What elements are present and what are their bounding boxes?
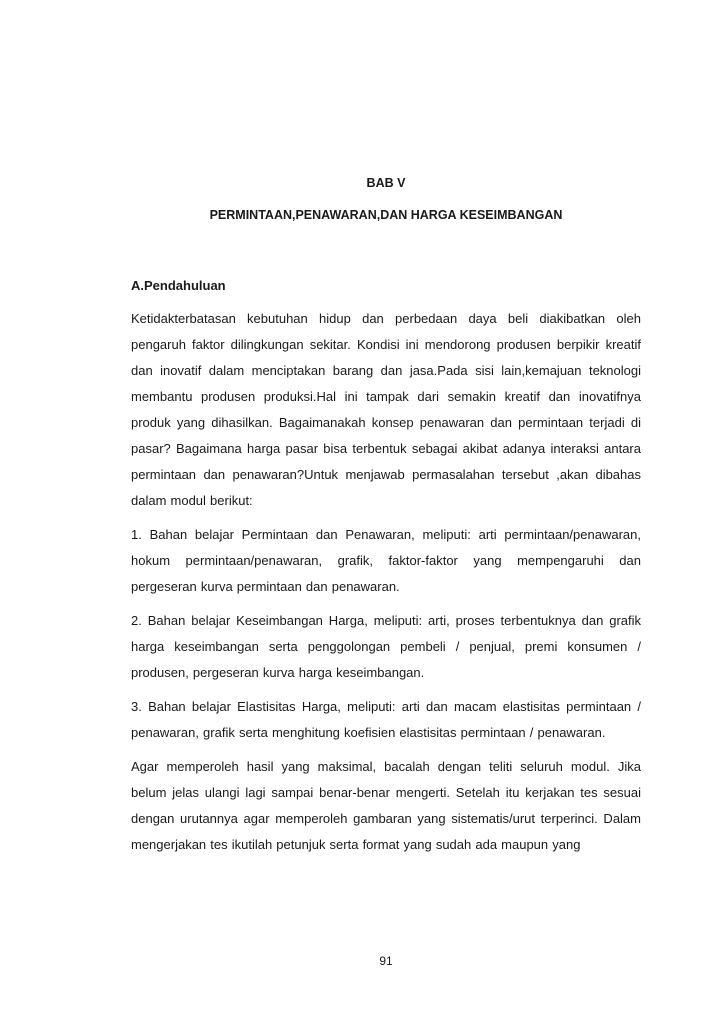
page-number: 91 xyxy=(379,954,393,968)
paragraph-item-1: 1. Bahan belajar Permintaan dan Penawaran, meliputi: arti permintaan/penawaran, hokum permintaan/penawaran, grafik, faktor-faktor yang mempengaruhi dan pergeseran kurva permintaan dan penawaran. xyxy=(131,527,641,594)
paragraph-item-3: 3. Bahan belajar Elastisitas Harga, meliputi: arti dan macam elastisitas permintaan / penawaran, grafik serta menghitung koefisien elastisitas permintaan / penawaran. xyxy=(131,699,641,740)
section-content xyxy=(131,276,641,866)
chapter-label: BAB V xyxy=(366,176,406,190)
chapter-title: PERMINTAAN,PENAWARAN,DAN HARGA KESEIMBANGAN xyxy=(209,208,563,222)
section-heading: A.Pendahuluan xyxy=(131,278,226,293)
paragraph-intro: Ketidakterbatasan kebutuhan hidup dan perbedaan daya beli diakibatkan oleh pengaruh faktor dilingkungan sekitar. Kondisi ini mendorong produsen berpikir kreatif dan inovatif dalam menciptakan barang dan jasa.Pada sisi lain,kemajuan teknologi membantu produsen produksi.Hal ini tampak dari semakin kreatif dan inovatifnya produk yang dihasilkan. Bagaimanakah konsep penawaran dan permintaan terjadi di pasar? Bagaimana harga pasar bisa terbentuk sebagai akibat adanya interaksi antara permintaan dan penawaran?Untuk menjawab permasalahan tersebut ,akan dibahas dalam modul berikut: xyxy=(131,311,641,508)
paragraph-item-2: 2. Bahan belajar Keseimbangan Harga, meliputi: arti, proses terbentuknya dan grafik harga keseimbangan serta penggolongan pembeli / penjual, premi konsumen / produsen, pergeseran kurva harga keseimbangan. xyxy=(131,613,641,680)
paragraph-instructions: Agar memperoleh hasil yang maksimal, bacalah dengan teliti seluruh modul. Jika belum jelas ulangi lagi sampai benar-benar mengerti. Setelah itu kerjakan tes sesuai dengan urutannya agar memperoleh gambaran yang sistematis/urut terperinci. Dalam mengerjakan tes ikutilah petunjuk serta format yang sudah ada maupun yang xyxy=(131,759,641,852)
